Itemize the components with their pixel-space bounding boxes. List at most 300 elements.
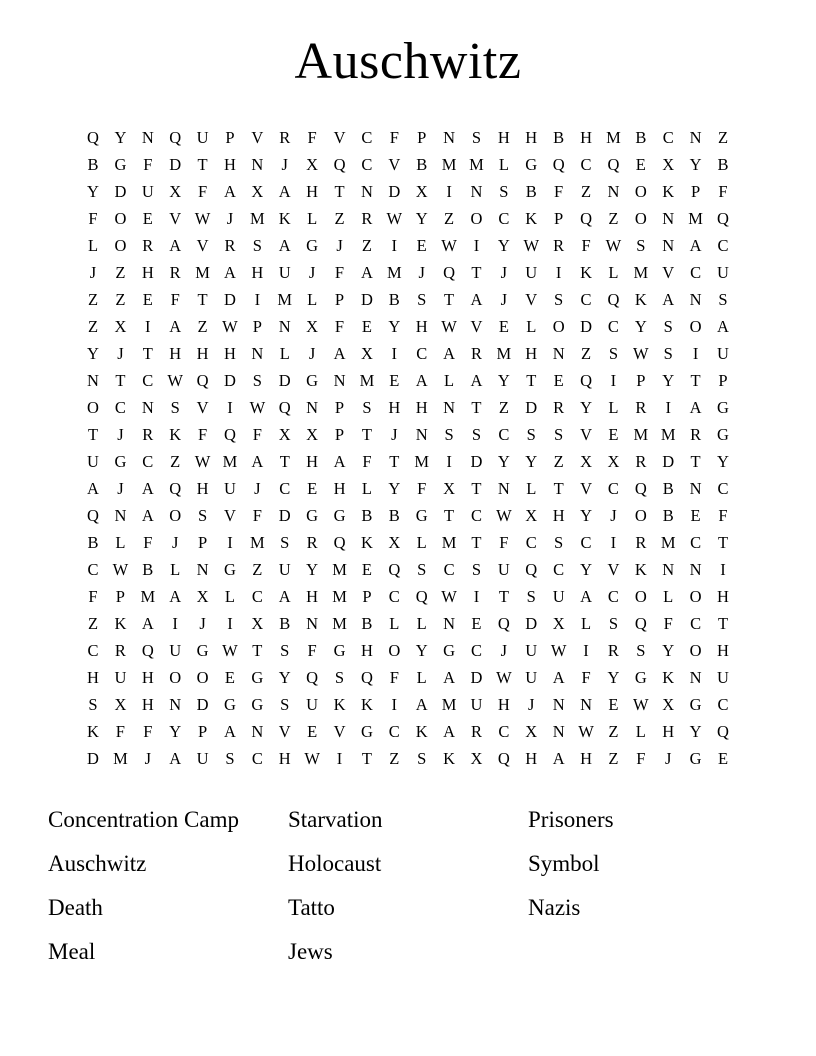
grid-cell[interactable]: W xyxy=(578,722,594,741)
grid-cell[interactable]: U xyxy=(278,263,291,282)
grid-cell[interactable]: N xyxy=(360,182,373,201)
grid-cell[interactable]: J xyxy=(500,263,508,282)
grid-cell[interactable]: I xyxy=(473,236,480,255)
grid-cell[interactable]: M xyxy=(469,155,484,174)
grid-cell[interactable]: L xyxy=(526,479,537,498)
grid-cell[interactable]: A xyxy=(224,182,236,201)
grid-cell[interactable]: M xyxy=(606,128,621,147)
grid-cell[interactable]: Y xyxy=(497,452,510,471)
grid-cell[interactable]: C xyxy=(580,290,592,309)
grid-cell[interactable]: H xyxy=(141,695,154,714)
grid-cell[interactable]: V xyxy=(333,128,346,147)
grid-cell[interactable]: C xyxy=(470,641,482,660)
grid-cell[interactable]: B xyxy=(525,182,537,201)
grid-cell[interactable]: W xyxy=(441,317,457,336)
grid-cell[interactable]: R xyxy=(142,425,154,444)
grid-cell[interactable]: I xyxy=(610,371,617,390)
grid-cell[interactable]: C xyxy=(580,155,592,174)
grid-cell[interactable]: R xyxy=(279,128,291,147)
grid-cell[interactable]: A xyxy=(552,668,565,687)
grid-cell[interactable]: C xyxy=(388,722,400,741)
grid-cell[interactable]: X xyxy=(306,155,319,174)
grid-cell[interactable]: Y xyxy=(689,722,702,741)
grid-cell[interactable]: A xyxy=(169,749,182,768)
grid-cell[interactable]: B xyxy=(553,128,565,147)
grid-cell[interactable]: G xyxy=(114,155,127,174)
grid-cell[interactable]: N xyxy=(306,614,319,633)
grid-cell[interactable]: S xyxy=(88,695,98,714)
grid-cell[interactable]: C xyxy=(525,533,537,552)
grid-cell[interactable]: A xyxy=(689,236,702,255)
grid-cell[interactable]: H xyxy=(497,695,510,714)
grid-cell[interactable]: G xyxy=(634,668,647,687)
grid-cell[interactable]: K xyxy=(360,533,373,552)
grid-cell[interactable]: M xyxy=(277,290,293,309)
grid-cell[interactable]: N xyxy=(552,695,565,714)
grid-cell[interactable]: W xyxy=(496,506,512,525)
grid-cell[interactable]: Y xyxy=(607,668,620,687)
word-list-item[interactable]: Auschwitz xyxy=(48,851,147,876)
grid-cell[interactable]: F xyxy=(636,749,646,768)
grid-cell[interactable]: U xyxy=(196,128,209,147)
grid-cell[interactable]: L xyxy=(224,587,235,606)
grid-cell[interactable]: P xyxy=(334,290,345,309)
word-list-item[interactable]: Meal xyxy=(48,939,96,964)
grid-cell[interactable]: N xyxy=(689,668,702,687)
grid-cell[interactable]: Y xyxy=(388,317,401,336)
grid-cell[interactable]: B xyxy=(662,479,674,498)
grid-cell[interactable]: N xyxy=(141,398,154,417)
grid-cell[interactable]: X xyxy=(415,182,428,201)
grid-cell[interactable]: X xyxy=(552,614,565,633)
grid-cell[interactable]: S xyxy=(362,398,372,417)
grid-cell[interactable]: X xyxy=(196,587,209,606)
grid-cell[interactable]: U xyxy=(470,695,483,714)
grid-cell[interactable]: X xyxy=(525,722,538,741)
grid-cell[interactable]: N xyxy=(470,182,483,201)
grid-cell[interactable]: T xyxy=(361,425,372,444)
word-list-item[interactable]: Death xyxy=(48,895,103,920)
grid-cell[interactable]: U xyxy=(169,641,182,660)
grid-cell[interactable]: T xyxy=(690,452,701,471)
grid-cell[interactable]: N xyxy=(278,317,291,336)
grid-cell[interactable]: V xyxy=(607,560,620,579)
grid-cell[interactable]: F xyxy=(499,533,509,552)
grid-cell[interactable]: X xyxy=(251,614,264,633)
grid-cell[interactable]: X xyxy=(114,695,127,714)
grid-cell[interactable]: R xyxy=(470,722,482,741)
grid-cell[interactable]: B xyxy=(361,614,373,633)
grid-cell[interactable]: N xyxy=(251,155,264,174)
grid-cell[interactable]: W xyxy=(605,236,622,255)
grid-cell[interactable]: O xyxy=(634,587,647,606)
grid-cell[interactable]: C xyxy=(87,560,99,579)
grid-cell[interactable]: J xyxy=(117,425,124,444)
grid-cell[interactable]: B xyxy=(388,290,400,309)
grid-cell[interactable]: A xyxy=(360,263,373,282)
grid-cell[interactable]: M xyxy=(359,371,375,390)
grid-cell[interactable]: C xyxy=(690,263,702,282)
grid-cell[interactable]: I xyxy=(473,587,480,606)
grid-cell[interactable]: X xyxy=(607,452,620,471)
grid-cell[interactable]: M xyxy=(441,155,457,174)
grid-cell[interactable]: G xyxy=(224,695,236,714)
grid-cell[interactable]: E xyxy=(471,614,482,633)
letter-grid[interactable] xyxy=(0,124,816,772)
grid-cell[interactable]: T xyxy=(142,344,153,363)
grid-cell[interactable]: M xyxy=(386,263,402,282)
grid-cell[interactable]: D xyxy=(224,290,236,309)
grid-cell[interactable]: Z xyxy=(389,749,400,768)
grid-cell[interactable]: Q xyxy=(87,128,99,147)
grid-cell[interactable]: J xyxy=(500,641,508,660)
grid-cell[interactable]: D xyxy=(87,749,99,768)
grid-cell[interactable]: F xyxy=(197,182,208,201)
grid-cell[interactable]: Q xyxy=(141,641,154,660)
grid-cell[interactable]: G xyxy=(717,425,729,444)
grid-cell[interactable]: P xyxy=(636,371,646,390)
grid-cell[interactable]: V xyxy=(580,479,592,498)
grid-cell[interactable]: U xyxy=(717,263,729,282)
grid-cell[interactable]: J xyxy=(528,695,535,714)
grid-cell[interactable]: A xyxy=(333,344,346,363)
grid-cell[interactable]: W xyxy=(633,344,649,363)
grid-cell[interactable]: W xyxy=(386,209,403,228)
grid-cell[interactable]: J xyxy=(336,236,343,255)
grid-cell[interactable]: U xyxy=(552,587,565,606)
grid-cell[interactable]: P xyxy=(225,128,235,147)
grid-cell[interactable]: X xyxy=(443,479,456,498)
grid-cell[interactable]: N xyxy=(689,479,702,498)
grid-cell[interactable]: R xyxy=(635,398,647,417)
grid-cell[interactable]: C xyxy=(361,128,373,147)
grid-cell[interactable]: H xyxy=(224,155,236,174)
grid-cell[interactable]: K xyxy=(525,209,538,228)
word-list-item[interactable]: Tatto xyxy=(288,895,335,920)
grid-cell[interactable]: M xyxy=(414,452,430,471)
grid-cell[interactable]: J xyxy=(308,263,316,282)
grid-cell[interactable]: I xyxy=(391,236,398,255)
grid-cell[interactable]: G xyxy=(525,155,538,174)
grid-cell[interactable]: H xyxy=(525,749,538,768)
grid-cell[interactable]: W xyxy=(523,236,540,255)
grid-cell[interactable]: P xyxy=(197,722,208,741)
grid-cell[interactable]: C xyxy=(607,479,619,498)
grid-cell[interactable]: I xyxy=(227,398,233,417)
grid-cell[interactable]: N xyxy=(196,560,209,579)
grid-cell[interactable]: T xyxy=(717,533,729,552)
grid-cell[interactable]: M xyxy=(222,452,238,471)
grid-cell[interactable]: F xyxy=(197,425,208,444)
grid-cell[interactable]: W xyxy=(633,695,649,714)
grid-cell[interactable]: H xyxy=(525,128,538,147)
grid-cell[interactable]: B xyxy=(416,155,428,174)
grid-cell[interactable]: V xyxy=(662,263,675,282)
grid-cell[interactable]: C xyxy=(87,641,99,660)
grid-cell[interactable]: G xyxy=(306,506,319,525)
grid-cell[interactable]: E xyxy=(224,668,235,687)
grid-cell[interactable]: S xyxy=(636,236,646,255)
grid-cell[interactable]: N xyxy=(662,560,675,579)
grid-cell[interactable]: Q xyxy=(87,506,99,525)
grid-cell[interactable]: G xyxy=(306,371,319,390)
grid-cell[interactable]: B xyxy=(635,128,647,147)
grid-cell[interactable]: A xyxy=(278,587,291,606)
grid-cell[interactable]: P xyxy=(252,317,262,336)
grid-cell[interactable]: Y xyxy=(580,398,592,417)
grid-cell[interactable]: M xyxy=(332,587,347,606)
grid-cell[interactable]: J xyxy=(226,209,234,228)
grid-cell[interactable]: G xyxy=(415,506,428,525)
grid-cell[interactable]: H xyxy=(141,263,154,282)
grid-cell[interactable]: Y xyxy=(580,560,592,579)
grid-cell[interactable]: R xyxy=(224,236,236,255)
grid-cell[interactable]: E xyxy=(608,425,619,444)
grid-cell[interactable]: N xyxy=(443,614,456,633)
grid-cell[interactable]: C xyxy=(498,209,510,228)
grid-cell[interactable]: M xyxy=(441,695,457,714)
grid-cell[interactable]: N xyxy=(306,398,319,417)
grid-cell[interactable]: M xyxy=(660,533,676,552)
grid-cell[interactable]: N xyxy=(607,182,620,201)
grid-cell[interactable]: W xyxy=(441,587,457,606)
grid-cell[interactable]: H xyxy=(251,263,264,282)
grid-cell[interactable]: A xyxy=(87,479,99,498)
grid-cell[interactable]: G xyxy=(333,641,346,660)
grid-cell[interactable]: Y xyxy=(717,452,729,471)
grid-cell[interactable]: R xyxy=(553,398,565,417)
grid-cell[interactable]: C xyxy=(498,425,510,444)
grid-cell[interactable]: V xyxy=(251,128,264,147)
grid-cell[interactable]: L xyxy=(389,614,400,633)
grid-cell[interactable]: O xyxy=(689,587,702,606)
grid-cell[interactable]: S xyxy=(718,290,728,309)
grid-cell[interactable]: L xyxy=(416,668,427,687)
grid-cell[interactable]: Q xyxy=(415,587,428,606)
grid-cell[interactable]: I xyxy=(610,533,617,552)
grid-cell[interactable]: H xyxy=(497,128,510,147)
grid-cell[interactable]: U xyxy=(497,560,510,579)
grid-cell[interactable]: P xyxy=(362,587,372,606)
grid-cell[interactable]: U xyxy=(114,668,127,687)
grid-cell[interactable]: Z xyxy=(87,290,99,309)
grid-cell[interactable]: R xyxy=(142,236,154,255)
grid-cell[interactable]: K xyxy=(87,722,99,741)
grid-cell[interactable]: U xyxy=(224,479,236,498)
grid-cell[interactable]: N xyxy=(497,479,510,498)
grid-cell[interactable]: C xyxy=(580,533,592,552)
grid-cell[interactable]: S xyxy=(526,425,536,444)
grid-cell[interactable]: H xyxy=(360,641,373,660)
grid-cell[interactable]: C xyxy=(470,506,482,525)
grid-cell[interactable]: F xyxy=(389,128,399,147)
grid-cell[interactable]: B xyxy=(361,506,373,525)
grid-cell[interactable]: M xyxy=(140,587,156,606)
grid-cell[interactable]: Z xyxy=(608,749,619,768)
grid-cell[interactable]: D xyxy=(388,182,401,201)
grid-cell[interactable]: W xyxy=(167,371,183,390)
grid-cell[interactable]: Z xyxy=(334,209,345,228)
grid-cell[interactable]: N xyxy=(662,236,675,255)
grid-cell[interactable]: B xyxy=(87,533,99,552)
grid-cell[interactable]: S xyxy=(252,236,262,255)
grid-cell[interactable]: K xyxy=(662,182,675,201)
grid-cell[interactable]: T xyxy=(690,371,701,390)
grid-cell[interactable]: W xyxy=(496,668,512,687)
grid-cell[interactable]: H xyxy=(306,182,319,201)
grid-cell[interactable]: Q xyxy=(360,668,373,687)
grid-cell[interactable]: P xyxy=(417,128,427,147)
grid-cell[interactable]: Y xyxy=(662,371,675,390)
grid-cell[interactable]: L xyxy=(526,317,537,336)
grid-cell[interactable]: F xyxy=(88,587,98,606)
grid-cell[interactable]: N xyxy=(580,695,592,714)
grid-cell[interactable]: T xyxy=(197,290,208,309)
grid-cell[interactable]: Y xyxy=(415,209,428,228)
grid-cell[interactable]: D xyxy=(278,371,291,390)
grid-cell[interactable]: T xyxy=(361,749,372,768)
grid-cell[interactable]: H xyxy=(552,506,565,525)
grid-cell[interactable]: C xyxy=(114,398,126,417)
grid-cell[interactable]: M xyxy=(250,533,265,552)
grid-cell[interactable]: Q xyxy=(333,533,346,552)
grid-cell[interactable]: H xyxy=(87,668,99,687)
grid-cell[interactable]: Y xyxy=(689,155,702,174)
grid-cell[interactable]: C xyxy=(717,236,729,255)
word-list-item[interactable]: Starvation xyxy=(288,807,383,832)
grid-cell[interactable]: V xyxy=(388,155,401,174)
grid-cell[interactable]: M xyxy=(332,614,347,633)
grid-cell[interactable]: U xyxy=(525,668,538,687)
grid-cell[interactable]: K xyxy=(415,722,428,741)
grid-cell[interactable]: U xyxy=(87,452,99,471)
grid-cell[interactable]: Q xyxy=(717,209,729,228)
grid-cell[interactable]: H xyxy=(415,398,428,417)
grid-cell[interactable]: K xyxy=(580,263,592,282)
grid-cell[interactable]: R xyxy=(553,236,565,255)
grid-cell[interactable]: X xyxy=(114,317,127,336)
grid-cell[interactable]: F xyxy=(334,263,345,282)
grid-cell[interactable]: F xyxy=(307,128,317,147)
grid-cell[interactable]: O xyxy=(689,317,702,336)
grid-cell[interactable]: B xyxy=(87,155,99,174)
grid-cell[interactable]: C xyxy=(607,317,619,336)
grid-cell[interactable]: T xyxy=(498,587,509,606)
grid-cell[interactable]: C xyxy=(662,128,674,147)
grid-cell[interactable]: X xyxy=(388,533,401,552)
grid-cell[interactable]: S xyxy=(608,614,619,633)
grid-cell[interactable]: V xyxy=(278,722,291,741)
grid-cell[interactable]: N xyxy=(114,506,127,525)
grid-cell[interactable]: G xyxy=(251,695,264,714)
grid-cell[interactable]: Z xyxy=(608,722,619,741)
grid-cell[interactable]: D xyxy=(525,614,538,633)
grid-cell[interactable]: O xyxy=(114,236,127,255)
grid-cell[interactable]: Y xyxy=(525,452,538,471)
grid-cell[interactable]: U xyxy=(141,182,154,201)
grid-cell[interactable]: M xyxy=(660,425,676,444)
grid-cell[interactable]: M xyxy=(441,533,457,552)
grid-cell[interactable]: O xyxy=(552,317,565,336)
grid-cell[interactable]: U xyxy=(717,344,729,363)
grid-cell[interactable]: F xyxy=(718,182,728,201)
grid-cell[interactable]: Z xyxy=(115,263,126,282)
grid-cell[interactable]: A xyxy=(580,587,592,606)
grid-cell[interactable]: M xyxy=(195,263,210,282)
grid-cell[interactable]: C xyxy=(690,614,702,633)
grid-cell[interactable]: K xyxy=(333,695,346,714)
grid-cell[interactable]: K xyxy=(169,425,182,444)
grid-cell[interactable]: J xyxy=(199,614,206,633)
grid-cell[interactable]: C xyxy=(690,533,702,552)
grid-cell[interactable]: N xyxy=(662,209,675,228)
grid-cell[interactable]: V xyxy=(470,317,483,336)
grid-cell[interactable]: J xyxy=(418,263,425,282)
word-list-item[interactable]: Jews xyxy=(288,939,333,964)
grid-cell[interactable]: G xyxy=(224,560,236,579)
grid-cell[interactable]: G xyxy=(689,695,702,714)
grid-cell[interactable]: U xyxy=(525,263,538,282)
grid-cell[interactable]: C xyxy=(142,371,154,390)
grid-cell[interactable]: T xyxy=(471,479,482,498)
grid-cell[interactable]: E xyxy=(142,290,153,309)
grid-cell[interactable]: I xyxy=(391,344,398,363)
grid-cell[interactable]: K xyxy=(278,209,291,228)
grid-cell[interactable]: O xyxy=(634,182,647,201)
grid-cell[interactable]: K xyxy=(114,614,127,633)
word-list-item[interactable]: Concentration Camp xyxy=(48,807,239,832)
grid-cell[interactable]: X xyxy=(306,317,319,336)
grid-cell[interactable]: H xyxy=(333,479,346,498)
grid-cell[interactable]: U xyxy=(525,641,538,660)
grid-cell[interactable]: K xyxy=(634,290,647,309)
grid-cell[interactable]: N xyxy=(689,560,702,579)
grid-cell[interactable]: E xyxy=(553,371,564,390)
grid-cell[interactable]: R xyxy=(470,344,482,363)
grid-cell[interactable]: E xyxy=(142,209,153,228)
grid-cell[interactable]: A xyxy=(224,722,236,741)
grid-cell[interactable]: N xyxy=(87,371,99,390)
grid-cell[interactable]: F xyxy=(143,722,153,741)
grid-cell[interactable]: X xyxy=(470,749,483,768)
grid-cell[interactable]: V xyxy=(169,209,182,228)
grid-cell[interactable]: F xyxy=(554,182,564,201)
grid-cell[interactable]: X xyxy=(662,695,675,714)
grid-cell[interactable]: W xyxy=(550,641,567,660)
grid-cell[interactable]: H xyxy=(196,479,209,498)
grid-cell[interactable]: Q xyxy=(634,614,647,633)
grid-cell[interactable]: Y xyxy=(634,317,647,336)
grid-cell[interactable]: G xyxy=(251,668,264,687)
grid-cell[interactable]: Z xyxy=(361,236,372,255)
grid-cell[interactable]: Q xyxy=(169,128,182,147)
grid-cell[interactable]: S xyxy=(554,533,564,552)
word-list-item[interactable]: Nazis xyxy=(528,895,581,920)
grid-cell[interactable]: Y xyxy=(306,560,319,579)
grid-cell[interactable]: O xyxy=(196,668,209,687)
grid-cell[interactable]: W xyxy=(249,398,266,417)
grid-cell[interactable]: S xyxy=(471,128,482,147)
grid-cell[interactable]: C xyxy=(717,695,729,714)
grid-cell[interactable]: Z xyxy=(580,182,592,201)
grid-cell[interactable]: F xyxy=(581,236,591,255)
grid-cell[interactable]: S xyxy=(225,749,235,768)
grid-cell[interactable]: A xyxy=(251,452,264,471)
grid-cell[interactable]: M xyxy=(633,263,649,282)
grid-cell[interactable]: J xyxy=(391,425,398,444)
grid-cell[interactable]: C xyxy=(443,560,455,579)
grid-cell[interactable]: U xyxy=(278,560,291,579)
